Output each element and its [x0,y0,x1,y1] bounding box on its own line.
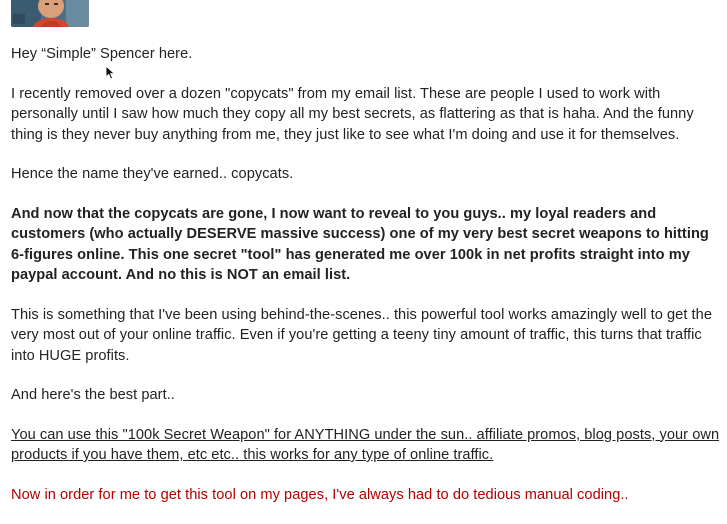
greeting-text: Hey “Simple” Spencer here. [11,46,193,62]
copycats-paragraph: Hence the name they've earned.. copycats. [11,166,294,182]
tool-description-paragraph: This is something that I've been using behind-the-scenes.. this powerful tool works amazingly well to get the very most out of your online traffic. Even if you're getting a teeny tiny amount of traffic, this turns that traffic into HUGE profits. [11,306,712,364]
secret-weapon-paragraph: You can use this "100k Secret Weapon" for ANYTHING under the sun.. affiliate promos, blog posts, your own products if you have them, etc etc.. this works for any type of online traffic. [11,426,720,463]
intro-paragraph: I recently removed over a dozen "copycats" from my email list. These are people I used to work with personally until I saw how much they copy all my best secrets, as flattering as that is haha. And the funny thing is they never buy anything from me, they just like to see what I'm doing and use it for themselves. [11,85,694,143]
best-part-paragraph: And here's the best part.. [11,387,175,403]
post-body [11,44,723,524]
author-avatar [11,0,89,27]
reveal-paragraph: And now that the copycats are gone, I now want to reveal to you guys.. my loyal readers and customers (who actually DESERVE massive success) one of my very best secret weapons to hitting 6-figures online. This one secret "tool" has generated me over 100k in net profits straight into my paypal account. And no this is NOT an email list. [11,205,709,283]
manual-coding-paragraph: Now in order for me to get this tool on my pages, I've always had to do tedious manual coding.. [11,486,629,503]
